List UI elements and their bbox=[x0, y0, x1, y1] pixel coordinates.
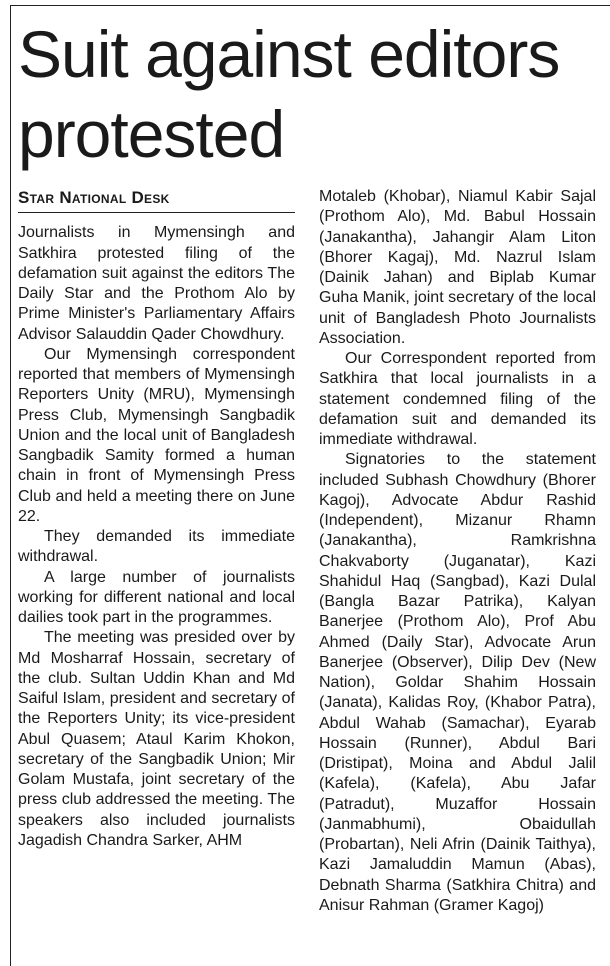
article-column-left bbox=[18, 188, 295, 851]
paragraph: Our Mymensingh correspondent reported that members of Mymensingh Reporters Unity (MRU), Mymensingh Press Club, Mymensingh Sangbadik Union and the local unit of Bangladesh Sangbadik Samity formed a human chain in front of Mymensingh Press Club and held a meeting there on June 22. bbox=[18, 345, 295, 525]
left-rule bbox=[10, 5, 11, 966]
article-column-right bbox=[319, 187, 596, 916]
byline: Star National Desk bbox=[18, 188, 295, 213]
paragraph: Motaleb (Khobar), Niamul Kabir Sajal (Prothom Alo), Md. Babul Hossain (Janakantha), Jahangir Alam Liton (Bhorer Kagaj), Md. Nazrul Islam (Dainik Jahan) and Biplab Kumar Guha Manik, joint secretary of the local unit of Bangladesh Photo Journalists Association. bbox=[319, 188, 596, 347]
top-rule bbox=[10, 5, 610, 6]
paragraph: Journalists in Mymensingh and Satkhira protested filing of the defamation suit against the editors The Daily Star and the Prothom Alo by Prime Minister's Parliamentary Affairs Advisor Salauddin Qader Chowdhury. bbox=[18, 224, 295, 343]
paragraph: They demanded its immediate withdrawal. bbox=[18, 528, 295, 566]
paragraph: Our Correspondent reported from Satkhira that local journalists in a statement condemned filing of the defamation suit and demanded its immediate withdrawal. bbox=[319, 350, 596, 448]
paragraph: Signatories to the statement included Subhash Chowdhury (Bhorer Kagoj), Advocate Abdur Rashid (Independent), Mizanur Rhamn (Janakantha), Ramkrishna Chakvaborty (Juganatar), Kazi Shahidul Haq (Sangbad), Kazi Dulal (Bangla Bazar Patrika), Kalyan Banerjee (Prothom Alo), Prof Abu Ahmed (Daily Star), Advocate Arun Banerjee (Observer), Dilip Dev (New Nation), Goldar Shahim Hossain (Janata), Kalidas Roy, (Khabor Patra), Abdul Wahab (Samachar), Eyarab Hossain (Runner), Abdul Bari (Dristipat), Moina and Abdul Jalil (Kafela), (Kafela), Abu Jafar (Patradut), Muzaffor Hossain (Janmabhumi), Obaidullah (Probartan), Neli Afrin (Dainik Taithya), Kazi Jamaluddin Mamun (Abas), Debnath Sharma (Satkhira Chitra) and Anisur Rahman (Gramer Kagoj) bbox=[319, 451, 596, 914]
paragraph: A large number of journalists working for different national and local dailies took part in the programmes. bbox=[18, 568, 295, 626]
headline: Suit against editors protested bbox=[18, 17, 560, 171]
paragraph: The meeting was presided over by Md Mosharraf Hossain, secretary of the club. Sultan Uddin Khan and Md Saiful Islam, president and secretary of the Reporters Unity; its vice-president Abul Quasem; Ataul Karim Khokon, secretary of the Sangbadik Union; Mir Golam Mustafa, joint secretary of the press club addressed the meeting. The speakers also included journalists Jagadish Chandra Sarker, AHM bbox=[18, 629, 295, 849]
